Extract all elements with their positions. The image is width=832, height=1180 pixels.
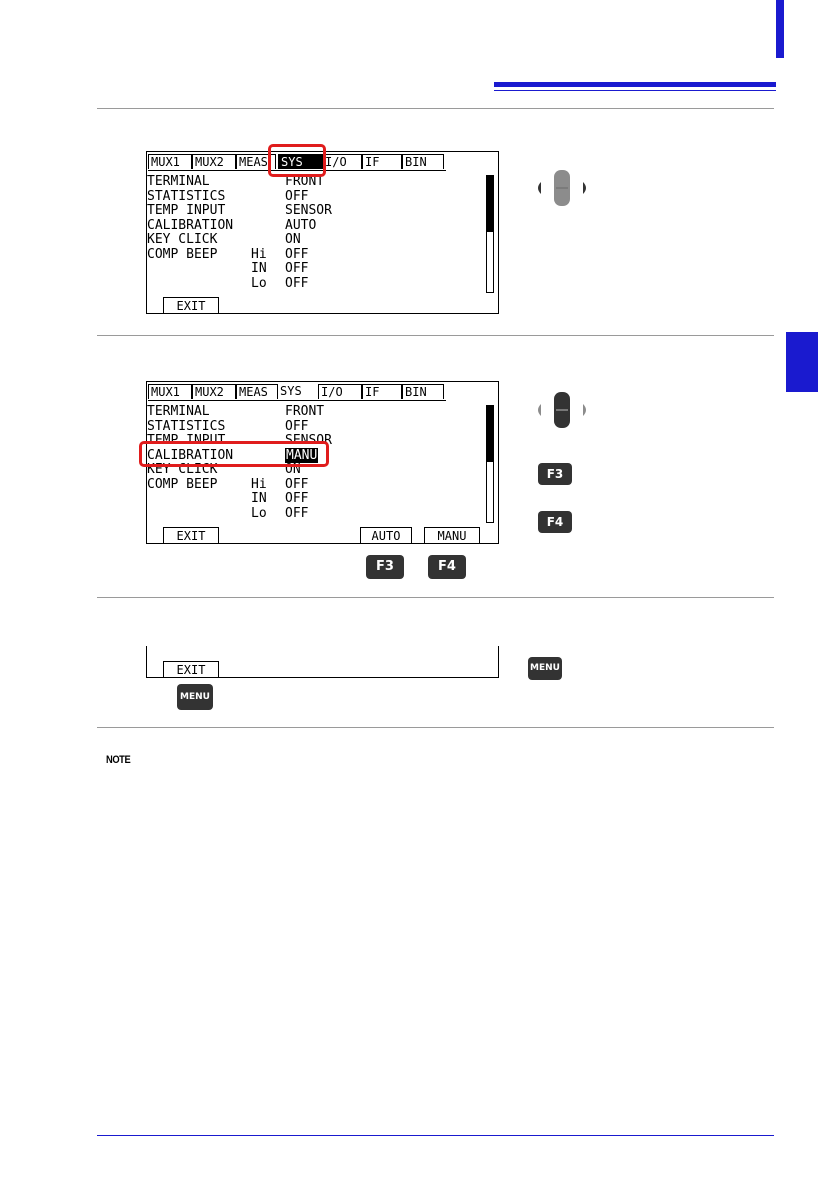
f4-key[interactable]: F4 xyxy=(538,511,572,533)
row-sub: IN xyxy=(251,491,267,506)
row-label: KEY CLICK xyxy=(147,462,218,477)
row-value: OFF xyxy=(285,261,309,276)
tab-if[interactable]: IF xyxy=(362,154,402,169)
tab-mux1[interactable]: MUX1 xyxy=(148,384,192,399)
footer-rule xyxy=(97,1135,774,1136)
row-sub: Hi xyxy=(251,247,267,262)
divider-1 xyxy=(97,108,774,109)
row-sub: Lo xyxy=(251,276,267,291)
exit-button[interactable]: EXIT xyxy=(163,527,219,543)
divider-4 xyxy=(97,727,774,728)
setting-row-comp-beep-in[interactable] xyxy=(147,491,397,506)
lcd-screen-partial xyxy=(146,646,499,678)
menu-key[interactable]: MENU xyxy=(177,684,213,710)
row-value: OFF xyxy=(285,419,309,434)
setting-row-terminal[interactable] xyxy=(147,404,325,419)
row-label: COMP BEEP xyxy=(147,247,218,262)
tab-io[interactable]: I/O xyxy=(318,384,362,399)
tab-meas[interactable]: MEAS xyxy=(236,384,278,399)
tab-mux1[interactable]: MUX1 xyxy=(148,154,192,169)
divider-3 xyxy=(97,597,774,598)
tab-meas[interactable]: MEAS xyxy=(236,154,276,169)
row-value: ON xyxy=(285,462,301,477)
row-label: TEMP INPUT xyxy=(147,433,226,448)
setting-row-statistics[interactable] xyxy=(147,189,309,204)
row-value: OFF xyxy=(285,491,309,506)
row-value: OFF xyxy=(285,506,309,521)
tab-io[interactable]: I/O xyxy=(322,154,362,169)
row-value: OFF xyxy=(285,247,309,262)
manu-button[interactable]: MANU xyxy=(424,527,480,543)
tab-if[interactable]: IF xyxy=(362,384,402,399)
setting-row-comp-beep-hi[interactable] xyxy=(147,477,397,492)
row-label: TEMP INPUT xyxy=(147,203,226,218)
row-label: TERMINAL xyxy=(147,174,210,189)
f3-key[interactable]: F3 xyxy=(538,463,572,485)
setting-row-comp-beep-hi[interactable] xyxy=(147,247,397,262)
cursor-key-icon[interactable] xyxy=(533,390,591,430)
chapter-tab xyxy=(786,332,818,392)
setting-row-calibration[interactable] xyxy=(147,218,317,233)
note-label: NOTE xyxy=(106,754,131,766)
row-label: CALIBRATION xyxy=(147,448,234,463)
highlight-calibration-row xyxy=(139,441,329,467)
tab-mux2[interactable]: MUX2 xyxy=(192,384,236,399)
row-value: SENSOR xyxy=(285,203,332,218)
top-blue-tab xyxy=(776,0,784,58)
row-value: ON xyxy=(285,232,301,247)
setting-row-statistics[interactable] xyxy=(147,419,309,434)
scrollbar-thumb[interactable] xyxy=(487,176,493,232)
row-value-selected[interactable]: MANU xyxy=(286,448,318,463)
auto-button[interactable]: AUTO xyxy=(360,527,412,543)
row-value: FRONT xyxy=(285,174,325,189)
tab-sys[interactable]: SYS xyxy=(278,154,322,169)
row-value: AUTO xyxy=(285,218,317,233)
setting-row-comp-beep-lo[interactable] xyxy=(147,276,397,291)
exit-button[interactable]: EXIT xyxy=(163,297,219,313)
row-sub: IN xyxy=(251,261,267,276)
row-value: FRONT xyxy=(285,404,325,419)
tab-sys[interactable]: SYS xyxy=(280,384,302,398)
row-label: COMP BEEP xyxy=(147,477,218,492)
row-sub: Lo xyxy=(251,506,267,521)
row-value: OFF xyxy=(285,276,309,291)
menu-key[interactable]: MENU xyxy=(528,657,562,680)
divider-2 xyxy=(97,335,774,336)
cursor-key-icon[interactable] xyxy=(533,168,591,208)
header-rule-thick xyxy=(494,82,776,87)
setting-row-comp-beep-in[interactable] xyxy=(147,261,397,276)
tab-mux2[interactable]: MUX2 xyxy=(192,154,236,169)
setting-row-key-click[interactable] xyxy=(147,232,301,247)
tab-bin[interactable]: BIN xyxy=(402,384,444,399)
exit-button[interactable]: EXIT xyxy=(163,661,219,677)
tab-bin[interactable]: BIN xyxy=(402,154,444,169)
row-value: SENSOR xyxy=(285,433,332,448)
row-label: TERMINAL xyxy=(147,404,210,419)
f3-key[interactable]: F3 xyxy=(366,555,404,579)
highlight-sys-tab xyxy=(268,144,326,177)
row-label: CALIBRATION xyxy=(147,218,234,233)
row-sub: Hi xyxy=(251,477,267,492)
row-label: STATISTICS xyxy=(147,419,226,434)
tab-row xyxy=(148,384,446,401)
setting-row-comp-beep-lo[interactable] xyxy=(147,506,397,521)
scrollbar[interactable] xyxy=(486,405,494,523)
scrollbar-thumb[interactable] xyxy=(487,406,493,462)
header-rule-thin xyxy=(494,90,776,91)
scrollbar[interactable] xyxy=(486,175,494,293)
row-value: OFF xyxy=(285,477,309,492)
row-label: STATISTICS xyxy=(147,189,226,204)
row-label: KEY CLICK xyxy=(147,232,218,247)
setting-row-temp-input[interactable] xyxy=(147,203,332,218)
row-value: OFF xyxy=(285,189,309,204)
f4-key[interactable]: F4 xyxy=(428,555,466,579)
setting-row-terminal[interactable] xyxy=(147,174,325,189)
